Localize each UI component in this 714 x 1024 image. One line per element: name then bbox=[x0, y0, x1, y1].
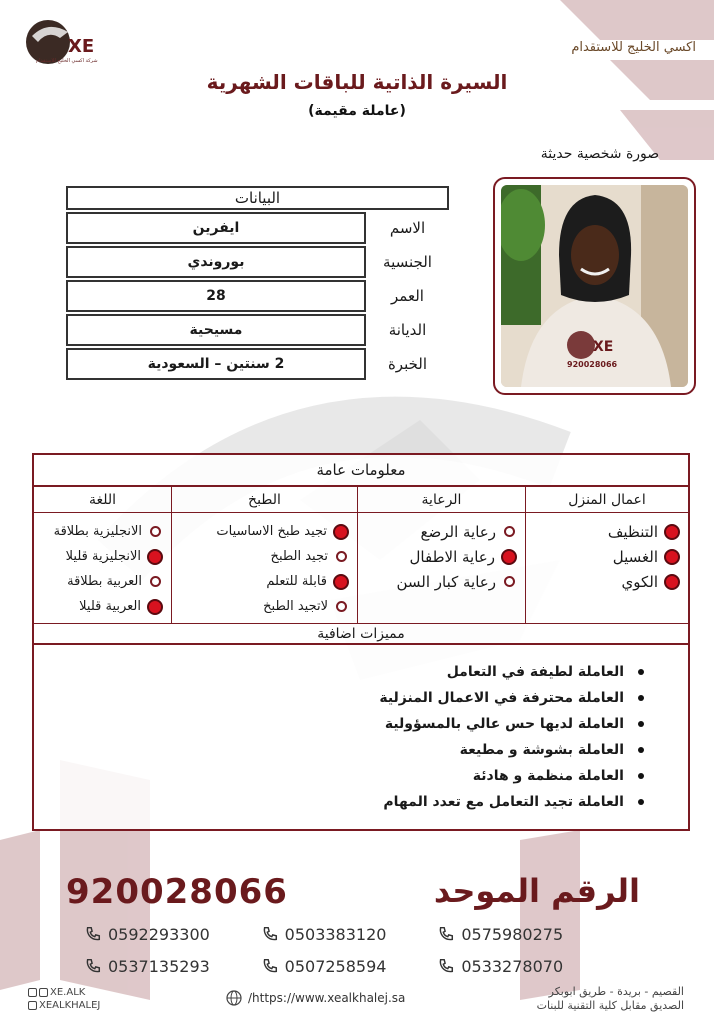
data-label: الخبرة bbox=[387, 355, 428, 373]
bullet-icon bbox=[638, 773, 644, 779]
bullet-icon bbox=[638, 721, 644, 727]
option-label: الغسيل bbox=[612, 547, 658, 566]
column-header-housework: اعمال المنزل bbox=[525, 487, 688, 513]
phone-icon bbox=[84, 925, 102, 943]
features-list bbox=[34, 645, 688, 815]
brand-line: اكسي الخليج للاستقدام bbox=[571, 40, 696, 55]
option-label: قابلة للتعلم bbox=[266, 574, 327, 589]
data-row-age bbox=[66, 280, 449, 312]
data-value: 28 bbox=[66, 280, 366, 312]
feature-text: العاملة لطيفة في التعامل bbox=[446, 664, 624, 680]
skills-body-row bbox=[34, 513, 688, 623]
option-item bbox=[172, 519, 357, 544]
snapchat-icon bbox=[39, 988, 48, 997]
twitter-icon bbox=[28, 1001, 37, 1010]
phone-item[interactable] bbox=[437, 954, 614, 978]
unchecked-radio-icon bbox=[336, 551, 347, 562]
phone-number: 0503383120 bbox=[284, 924, 387, 944]
checked-radio-icon bbox=[501, 549, 517, 565]
svg-text:XE: XE bbox=[593, 339, 614, 355]
address-block bbox=[537, 985, 684, 1013]
phone-item[interactable] bbox=[261, 922, 438, 946]
address-line: القصيم - بريدة - طريق ابوبكر bbox=[548, 985, 684, 998]
phone-number: 0575980275 bbox=[461, 924, 564, 944]
features-heading: مميزات اضافية bbox=[34, 623, 688, 645]
social-row-instagram[interactable] bbox=[28, 986, 100, 999]
personal-data-heading: البيانات bbox=[66, 186, 449, 210]
skills-header-row bbox=[34, 487, 688, 513]
option-item bbox=[172, 544, 357, 569]
option-label: الانجليزية قليلا bbox=[65, 549, 141, 564]
company-logo bbox=[22, 14, 112, 74]
unified-number-label: الرقم الموحد bbox=[433, 872, 640, 910]
phone-icon bbox=[437, 925, 455, 943]
checked-radio-icon bbox=[333, 524, 349, 540]
feature-item bbox=[34, 737, 648, 763]
feature-text: العاملة تجيد التعامل مع تعدد المهام bbox=[383, 794, 624, 810]
option-label: تجيد الطبخ bbox=[270, 549, 328, 564]
option-label: الكوي bbox=[621, 572, 658, 591]
social-handle: XE.ALK bbox=[50, 987, 86, 998]
phone-number: 0533278070 bbox=[461, 956, 564, 976]
unified-number[interactable]: 920028066 bbox=[66, 872, 288, 912]
checked-radio-icon bbox=[664, 549, 680, 565]
photo-caption: صورة شخصية حديثة bbox=[540, 146, 660, 162]
data-row-name bbox=[66, 212, 449, 244]
feature-text: العاملة منظمة و هادئة bbox=[472, 768, 624, 784]
data-row-experience bbox=[66, 348, 449, 380]
option-label: تجيد طبخ الاساسيات bbox=[216, 524, 327, 539]
checked-radio-icon bbox=[664, 524, 680, 540]
unchecked-radio-icon bbox=[150, 526, 161, 537]
phone-number: 0507258594 bbox=[284, 956, 387, 976]
website-url: /https://www.xealkhalej.sa bbox=[248, 991, 406, 1005]
phone-icon bbox=[84, 957, 102, 975]
bullet-icon bbox=[638, 669, 644, 675]
feature-item bbox=[34, 763, 648, 789]
data-label: الاسم bbox=[389, 219, 426, 237]
option-label: العربية قليلا bbox=[79, 599, 141, 614]
phone-icon bbox=[437, 957, 455, 975]
checked-radio-icon bbox=[147, 599, 163, 615]
data-value: ايفرين bbox=[66, 212, 366, 244]
general-info-section bbox=[32, 453, 690, 831]
globe-icon bbox=[226, 990, 242, 1006]
profile-photo bbox=[501, 185, 688, 387]
option-item bbox=[34, 569, 171, 594]
option-item bbox=[358, 569, 525, 594]
option-label: رعاية الاطفال bbox=[409, 547, 495, 566]
column-header-cooking: الطبخ bbox=[171, 487, 357, 513]
unchecked-radio-icon bbox=[150, 576, 161, 587]
column-care bbox=[357, 513, 525, 623]
logo-subtext: شركة اكسي الخليج للاستقدام bbox=[36, 58, 98, 64]
option-label: رعاية الرضع bbox=[420, 522, 496, 541]
bullet-icon bbox=[638, 799, 644, 805]
option-item bbox=[34, 594, 171, 619]
feature-item bbox=[34, 789, 648, 815]
option-item bbox=[526, 544, 688, 569]
phone-item[interactable] bbox=[84, 922, 261, 946]
option-label: لاتجيد الطبخ bbox=[263, 599, 328, 614]
column-header-language: اللغة bbox=[34, 487, 171, 513]
general-info-heading: معلومات عامة bbox=[34, 455, 688, 487]
phone-number: 0592293300 bbox=[108, 924, 210, 944]
address-line: الصديق مقابل كلية التقنية للبنات bbox=[536, 999, 684, 1012]
phone-list bbox=[84, 922, 614, 978]
option-label: الانجليزية بطلاقة bbox=[53, 524, 142, 539]
option-item bbox=[358, 544, 525, 569]
svg-text:XE: XE bbox=[68, 36, 95, 57]
option-item bbox=[358, 519, 525, 544]
option-item bbox=[526, 569, 688, 594]
data-row-nationality bbox=[66, 246, 449, 278]
bullet-icon bbox=[638, 695, 644, 701]
feature-item bbox=[34, 685, 648, 711]
feature-text: العاملة محترفة في الاعمال المنزلية bbox=[379, 690, 624, 706]
phone-item[interactable] bbox=[261, 954, 438, 978]
unchecked-radio-icon bbox=[504, 576, 515, 587]
data-row-religion bbox=[66, 314, 449, 346]
checked-radio-icon bbox=[664, 574, 680, 590]
column-language bbox=[34, 513, 171, 623]
phone-number: 0537135293 bbox=[108, 956, 210, 976]
option-item bbox=[34, 544, 171, 569]
page-subtitle: (عاملة مقيمة) bbox=[308, 103, 406, 119]
option-label: العربية بطلاقة bbox=[67, 574, 142, 589]
data-label: الجنسية bbox=[383, 253, 432, 271]
data-label: الديانة bbox=[388, 321, 427, 339]
checked-radio-icon bbox=[147, 549, 163, 565]
social-handles bbox=[28, 986, 100, 1012]
personal-data-table bbox=[66, 186, 449, 380]
data-value: مسيحية bbox=[66, 314, 366, 346]
feature-text: العاملة بشوشة و مطيعة bbox=[459, 742, 624, 758]
svg-text:920028066: 920028066 bbox=[567, 360, 618, 369]
data-label: العمر bbox=[391, 287, 424, 305]
unchecked-radio-icon bbox=[336, 601, 347, 612]
page-title: السيرة الذاتية للباقات الشهرية bbox=[206, 70, 508, 94]
social-row-twitter[interactable] bbox=[28, 999, 100, 1012]
unchecked-radio-icon bbox=[504, 526, 515, 537]
data-value: بوروندي bbox=[66, 246, 366, 278]
phone-icon bbox=[261, 925, 279, 943]
option-item bbox=[526, 519, 688, 544]
option-label: رعاية كبار السن bbox=[396, 572, 496, 591]
website-link[interactable] bbox=[226, 990, 405, 1006]
phone-item[interactable] bbox=[437, 922, 614, 946]
option-item bbox=[34, 519, 171, 544]
column-housework bbox=[525, 513, 688, 623]
feature-item bbox=[34, 659, 648, 685]
social-handle: XEALKHALEJ bbox=[39, 1000, 101, 1011]
option-item bbox=[172, 594, 357, 619]
photo-frame bbox=[493, 177, 696, 395]
option-item bbox=[172, 569, 357, 594]
column-cooking bbox=[171, 513, 357, 623]
phone-item[interactable] bbox=[84, 954, 261, 978]
instagram-icon bbox=[28, 988, 37, 997]
phone-icon bbox=[261, 957, 279, 975]
checked-radio-icon bbox=[333, 574, 349, 590]
bullet-icon bbox=[638, 747, 644, 753]
column-header-care: الرعاية bbox=[357, 487, 525, 513]
feature-item bbox=[34, 711, 648, 737]
feature-text: العاملة لديها حس عالي بالمسؤولية bbox=[384, 716, 624, 732]
option-label: التنظيف bbox=[607, 522, 658, 541]
data-value: 2 سنتين – السعودية bbox=[66, 348, 366, 380]
